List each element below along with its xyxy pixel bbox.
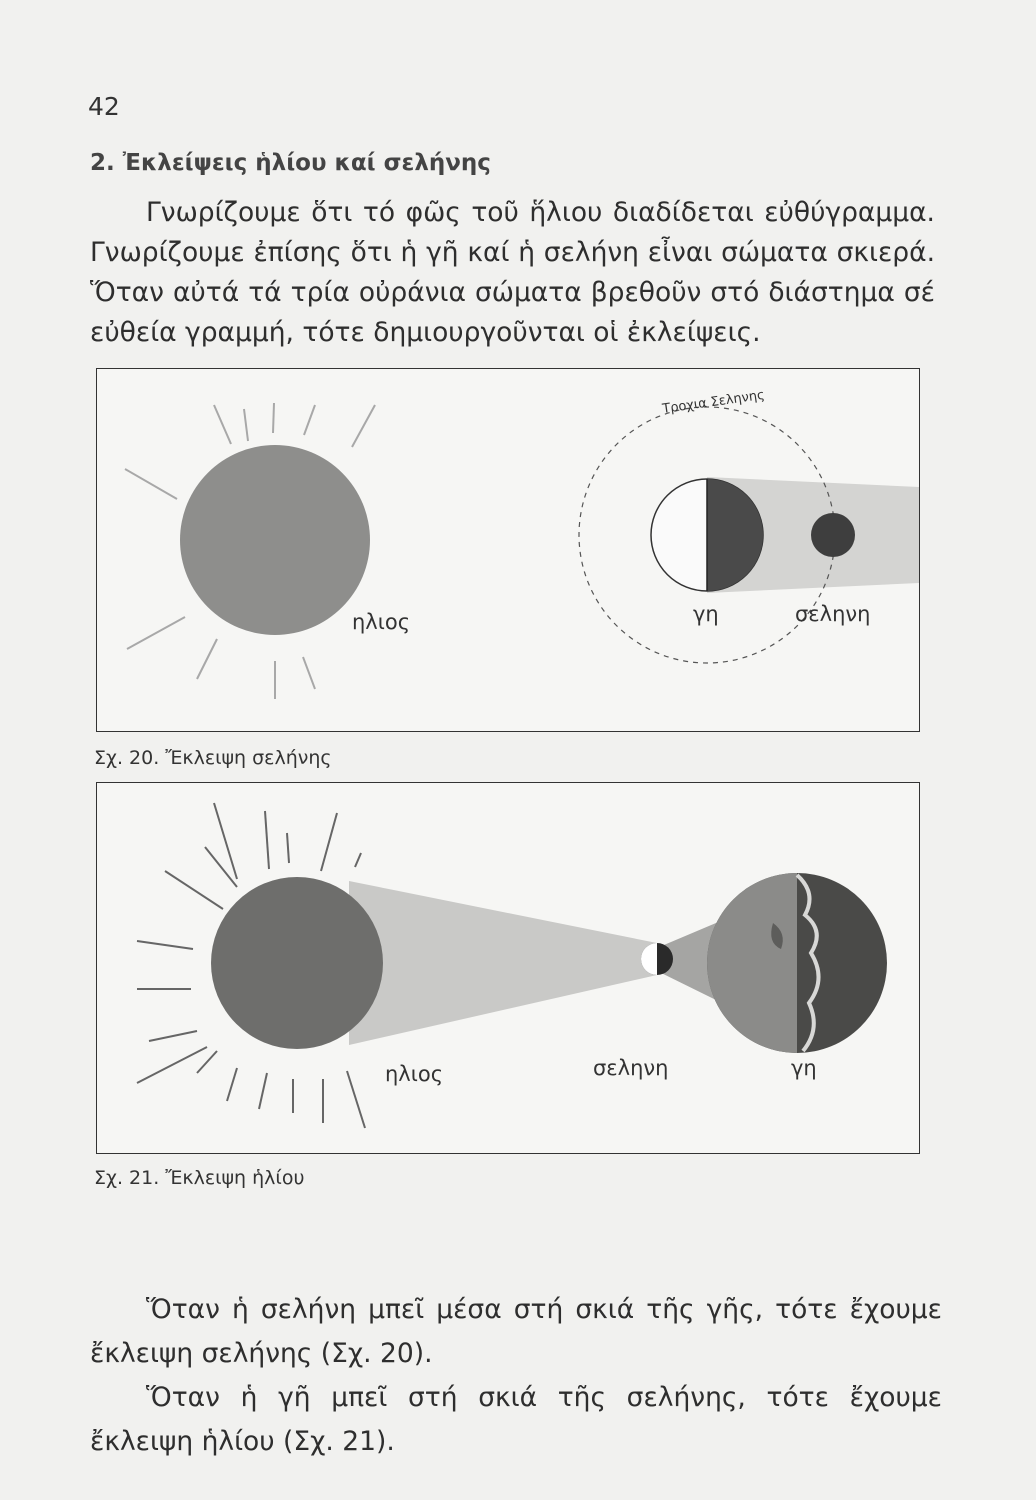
label-moon-fig21: σεληνη <box>593 1056 669 1080</box>
eclipsed-moon <box>811 513 855 557</box>
closing-paragraphs <box>90 1288 942 1464</box>
sun <box>211 877 383 1049</box>
figure-solar-eclipse <box>96 782 920 1154</box>
figure20-caption: Σχ. 20. Ἔκλειψη σελήνης <box>94 747 332 769</box>
figure-lunar-eclipse <box>96 368 920 732</box>
closing-paragraph-solar: Ὅταν ἡ γῆ μπεῖ στή σκιά τῆς σελήνης, τότε ἔχουμε ἔκλειψη ἡλίου (Σχ. 21). <box>90 1382 942 1457</box>
label-orbit-fig20: Τροχια Σεληνης <box>661 387 766 417</box>
intro-paragraph-block <box>90 193 935 353</box>
intro-paragraph: Γνωρίζουμε ὅτι τό φῶς τοῦ ἥλιου διαδίδεται εὐθύγραμμα. Γνωρίζουμε ἐπίσης ὅτι ἡ γῆ καί ἡ σελήνη εἶναι σώματα σκιερά. Ὅταν αὐτά τά τρία οὐράνια σώματα βρεθοῦν στό διάστημα σέ εὐθεία γραμμή, τότε δημιουργοῦνται οἱ ἐκλείψεις. <box>90 197 935 348</box>
page-number: 42 <box>88 92 120 121</box>
label-moon-fig20: σεληνη <box>795 602 871 626</box>
section-title: 2. Ἐκλείψεις ἡλίου καί σελήνης <box>90 150 491 176</box>
sunlight-cone <box>349 881 657 1045</box>
figure21-caption: Σχ. 21. Ἔκλειψη ἡλίου <box>94 1167 305 1189</box>
label-sun-fig20: ηλιος <box>352 610 411 634</box>
sun <box>180 445 370 635</box>
label-earth-fig21: γη <box>791 1056 817 1080</box>
earth <box>651 479 763 591</box>
lunar-eclipse-diagram <box>97 369 919 731</box>
closing-paragraph-lunar: Ὅταν ἡ σελήνη μπεῖ μέσα στή σκιά τῆς γῆς, τότε ἔχουμε ἔκλειψη σελήνης (Σχ. 20). <box>90 1294 942 1369</box>
earth <box>707 873 887 1053</box>
moon <box>641 943 673 975</box>
label-sun-fig21: ηλιος <box>385 1062 444 1086</box>
solar-eclipse-diagram <box>97 783 919 1153</box>
label-earth-fig20: γη <box>693 602 719 626</box>
